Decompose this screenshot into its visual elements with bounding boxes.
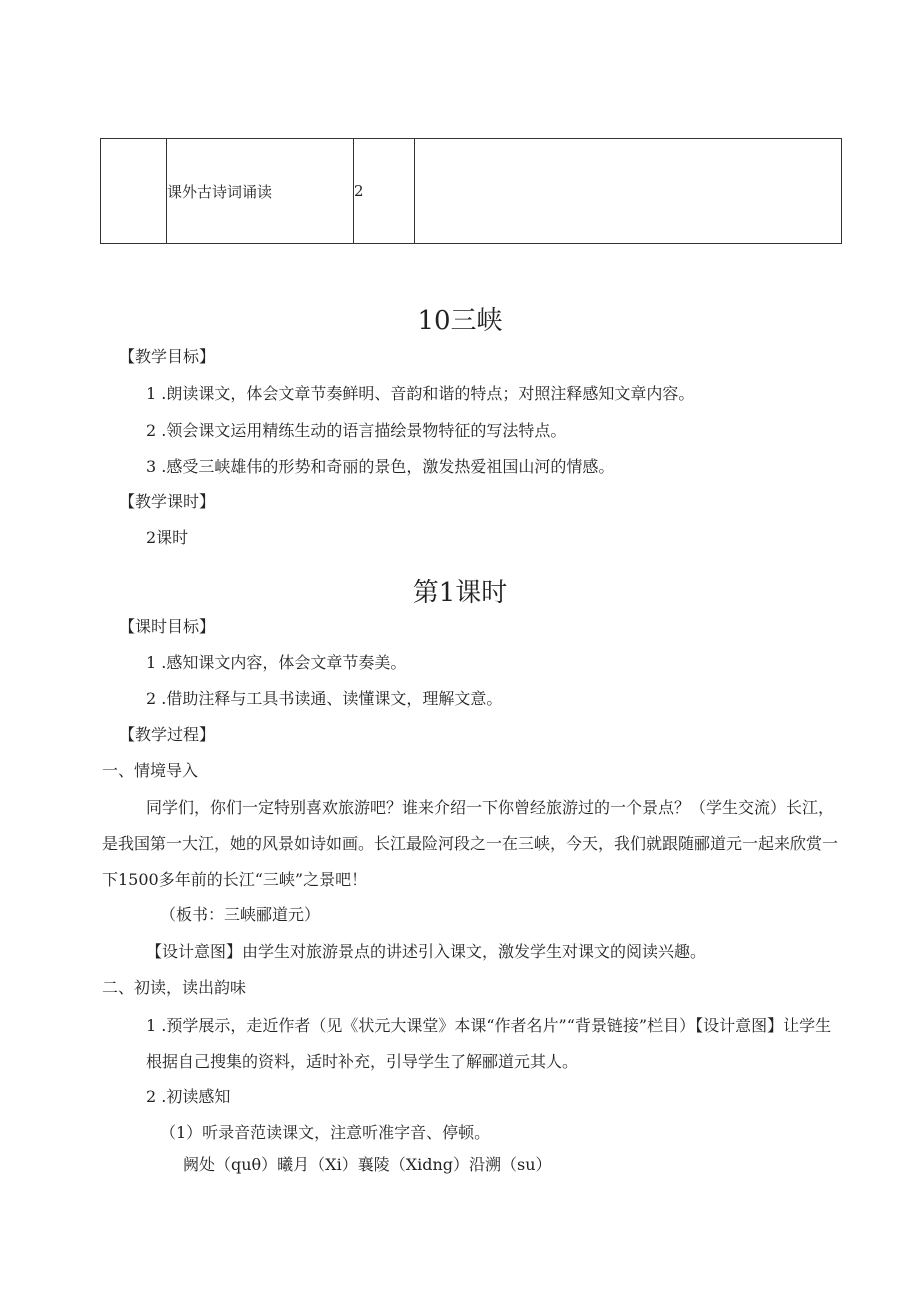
- table-cell-course: 课外古诗词诵读: [167, 139, 354, 244]
- table-cell-hours: 2: [354, 139, 415, 244]
- board-note: （板书：三峡郦道元）: [160, 905, 321, 924]
- first-read-heading: 2 .初读感知: [146, 1087, 231, 1106]
- goal-1: 1 .朗读课文，体会文章节奏鲜明、音韵和谐的特点；对照注释感知文章内容。: [146, 384, 695, 403]
- table-cell-notes: [415, 139, 842, 244]
- heading-lesson-goals: 【课时目标】: [119, 617, 216, 636]
- lesson-goal-2: 2 .借助注释与工具书读通、读懂课文，理解文意。: [146, 689, 503, 708]
- table-cell-empty: [101, 139, 167, 244]
- section-1-heading: 一、情境导入: [102, 761, 199, 780]
- pronunciation-list: 阙处（quθ）曦月（Xi）襄陵（Xidng）沿溯（su）: [183, 1155, 552, 1174]
- heading-hours: 【教学课时】: [119, 492, 216, 511]
- heading-goals: 【教学目标】: [119, 347, 216, 366]
- hours-text: 2课时: [146, 528, 189, 547]
- pre-study-paragraph: 1 .预学展示，走近作者（见《状元大课堂》本课“作者名片”“背景链接”栏目）【设计意图】让学生根据自己搜集的资料，适时补充，引导学生了解郦道元其人。: [146, 1016, 832, 1071]
- section-2-heading: 二、初读，读出韵味: [102, 978, 247, 997]
- course-table: [100, 138, 842, 244]
- design-intent-1: 【设计意图】由学生对旅游景点的讲述引入课文，激发学生对课文的阅读兴趣。: [146, 942, 707, 961]
- lesson-title: 10三峡: [417, 306, 503, 336]
- lesson-goal-1: 1 .感知课文内容，体会文章节奏美。: [146, 653, 407, 672]
- listen-instruction: （1）听录音范读课文，注意听准字音、停顿。: [160, 1123, 491, 1142]
- heading-process: 【教学过程】: [119, 725, 216, 744]
- goal-2: 2 .领会课文运用精练生动的语言描绘景物特征的写法特点。: [146, 421, 567, 440]
- intro-paragraph: 同学们，你们一定特别喜欢旅游吧？谁来介绍一下你曾经旅游过的一个景点？（学生交流）长江，是我国第一大江，她的风景如诗如画。长江最险河段之一在三峡，今天，我们就跟随郦道元一起来欣赏一下1500多年前的长江“三峡”之景吧！: [102, 798, 839, 889]
- section-title: 第1课时: [412, 578, 508, 608]
- goal-3: 3 .感受三峡雄伟的形势和奇丽的景色，激发热爱祖国山河的情感。: [146, 457, 615, 476]
